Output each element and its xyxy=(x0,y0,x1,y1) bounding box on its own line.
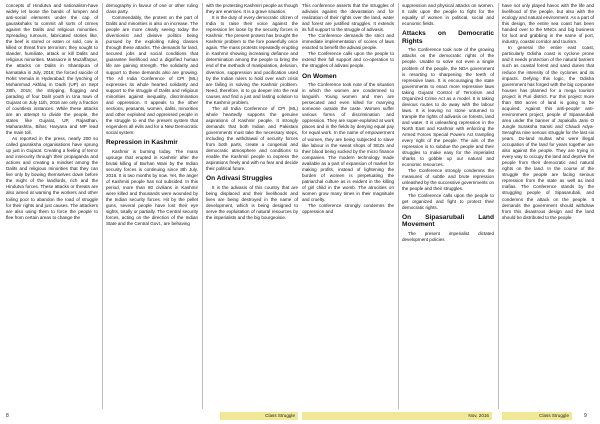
paragraph: Kashmir is burning today. The mass upsurge that erupted in Kashmir after the brutal killing of Burhan Wani by the Indian security forces is continuing since 8th July, 2016. It is two months by now. Yet, the anger of Kashmiri people has not subsided. In this period, more than 80 civilians in Kashmir were killed and thousands were wounded by the Indian security forces. Hit by the pellet guns, several people have lost their eye sights, totally or partially. The Central security forces, acting on the direction of the Indian State and the Central Govt., are behaving xyxy=(106,148,198,227)
page-number: 8 xyxy=(6,413,9,419)
right-page xyxy=(300,0,600,424)
paragraph: The all India Conference of CPI (ML) whole heartedly supports the genuine aspirations of Kashmir people. It strongly demands that both Indian and Pakistani governments must take the necessary steps, including the withdrawal of security forces from both parts, create a congenial and democratic atmosphere and conditions to enable the Kashmiri people to express the aspirations freely and with no fear and decide their political future. xyxy=(206,105,298,172)
footer-bar xyxy=(502,412,572,420)
paragraph: concepts of Hindutva and nationalism-have widely let loose the bands of lumpen and anti-social elements under the cap of gaurakshaks to commit all sorts of crimes against the Dalits and religious minorities. Spreading rumours, fabricated stories like, the beef is stored or eaten or sold, cow is killed or threat from terrorism; they sought to slander, humiliate, attack or kill Dalits and religious minorities. Massacre in Muzaffarpur, the attacks on Dalits in Shantipura of karnataka in July, 2016; the forced suicide of Rohit Vemula in Hyderabad; the lynching of Mohammad Akhlaq in Dadri (UP) on Sept 28th, 2015; the stripping, flogging and parading of four Dalit youth in Una town of Gujarat on July 11th, 2016 are only a fraction of countless instances. While these attacks are an attempt to divide the people, the states like Gujarat, UP, Rajasthan, Maharashtra, Bihar, Haryana and MP lead the main toll. xyxy=(6,3,98,135)
footer-bar xyxy=(220,412,298,420)
paragraph: Commendably, the protest on the part of Dalits and minorities is also on increase. The people are more clearly seeing today the diversionist and divisive politics being pursued by the exploiting ruling classes through these attacks. The demands for land, secured jobs and social conditions that guarantee livelihood and a dignified human life are gaining strength. The solidarity and support to these demands also are growing. The All India Conference of CPI (ML) expresses its whole hearted solidarity and support to the struggle of Dalits and religious minorities against inequality, discrimination and oppression. It appeals to the other sections, peasants, women, dalits, minorities and other exploited and oppressed people in the struggle to end the present system that engenders all evils and for a New Democratic social system. xyxy=(106,15,198,135)
section-heading: Repression in Kashmir xyxy=(106,139,178,147)
footer-publication: Class Struggle xyxy=(265,413,295,418)
paragraph: The Conference strongly condemns the measures of subtle and brute repression unleashed by the successive governments on the people and their struggles. xyxy=(402,168,494,192)
paragraph: The conference strongly condemns the oppression and xyxy=(302,203,394,215)
paragraph: In general the entire east coast, particularly Odisha coast is cyclone prone and it needs protection of the natural barriers such as coastal forest and sand dunes that reduce the intensity of the cyclones and its impacts. Defying this logic, the Odisha government has forged with the big corporate houses has planned for a mega tourism project in Puri district. For this project more than 550 acres of land is going to be acquired. Against this anti-people' anti-environment project, people of Sipasarubali area under the banner of Jopakulla Jami O Jungle Suraksha Samiti and Chaudi Adya-Seraghra nine serious struggle for the last six years. Do-land multas who were illegal occupation of the land for years together are also against the people. They are trying in every way to occupy the land and deprive the people from their democratic and natural rights on the land. In the course of the struggle the people are facing serious repression from the state as well as land mafias. The Conference stands by the struggling people of Sipasarubali, and condemns the attack on the people. It demands the government should withdraw from this disastrous design and the land should be distributed to the people xyxy=(502,45,594,220)
left-column-1 xyxy=(6,3,98,409)
right-column-1 xyxy=(302,3,394,409)
column-divider xyxy=(202,3,203,409)
section-heading: On Sipasarubali Land Movement xyxy=(402,213,494,229)
left-column-3 xyxy=(206,3,298,409)
column-divider xyxy=(398,3,399,409)
paragraph: This conference asserts that the struggles of adivasis against the devastation and for realization of their rights over the land, water and forest are justified struggles. It extends its full support to the struggle of adivasis. xyxy=(302,3,394,33)
paragraph: The present imperialist dictated development policies xyxy=(402,230,494,242)
section-heading: Attacks on Democratic Rights xyxy=(402,30,494,45)
paragraph: The Conference calls upon the people to extend their full support and co-operation to the struggles of adivasi people. xyxy=(302,51,394,69)
paragraph: demography in favour of one or other ruling class party. xyxy=(106,3,198,15)
right-column-3 xyxy=(502,3,594,409)
section-heading: On Adivasi Struggles xyxy=(206,175,273,183)
right-column-2 xyxy=(402,3,494,409)
footer-bar xyxy=(302,412,492,420)
paragraph: with the protesting Kashmiri people as though they are enemies. It is a grave situation. xyxy=(206,3,298,15)
column-divider xyxy=(498,3,499,409)
paragraph: It is the duty of every democratic citizen of India to raise their voice against the repression let loose by the security forces in Kashmir. The present protest has brought the Kashmir problem to the fore powerfully once again. The mass protests repeatedly erupting in Kashmir showing increasing defiance and determination among the people to bring the end of the methods of manipulation, delusion, diversion, suppression and pacification used by the Indian rulers to hold over each crisis are failing in solving the Kashmir problem. Need, therefore, is to go deeper into the real causes and find a just and lasting solution to the Kashmir problem. xyxy=(206,15,298,105)
page-number: 9 xyxy=(584,413,587,419)
paragraph: The Conference calls upon the people to get organized and fight to protect their democratic rights. xyxy=(402,192,494,210)
footer-publication: Class Struggle xyxy=(539,413,569,418)
paragraph: It is the adivasis of this country that are being displaced and their livelihoods and lives are being destroyed in the name of development, which is being designed to serve the exploitation of natural resources by the imperialists and the big bourgeoisie. xyxy=(206,184,298,221)
paragraph: suppression and physical attacks on women. It calls upon the people to fight for the equality of women in political, social and economic fields. xyxy=(402,3,494,27)
paragraph: have not only played havoc with the life and livelihood of the people, but also with the ecology and natural environment. As a part of this design, the entire sea coast has been handed over to the MNCs and big business for loot and grabbing in the name of port, industry, coastal corridor and tourism. xyxy=(502,3,594,45)
section-heading: On Women xyxy=(302,72,337,80)
column-divider xyxy=(102,3,103,409)
paragraph: The Conference demands the strict and immediate implementation of scores of laws enacted to benefit the adivasi people. xyxy=(302,33,394,51)
paragraph: The Conference took note of the situation in which the women are condemned to languish. Young women and men are persecuted and even killed for marrying someone outside the caste. Women suffer various forms of discrimination and oppression. They are super-exploited at work places and in the fields by denying equal pay for equal work. In the name of empowerment of women, they are being subjected to slave like labour in the sweat shops of SEZs and their blood being sucked by the micro finance companies. The modern technology made available as a part of expansion of market for making profits, instead of lightening the burden of women is perpetuating the patriarchal culture as is evident in the killing of girl child in the womb. The atrocities on women grow many times in their magnitude and cruelty. xyxy=(302,82,394,202)
left-column-2 xyxy=(106,3,198,409)
footer-date: Nov, 2016 xyxy=(468,413,489,418)
paragraph: As reported in the press, nearly 200 so called gauraksha organisations have sprung up just in Gujarat. Creating a feeling of terror and insecurity through their propaganda and actions and creating a mindset among the Dalits and religious minorities that they can live only by bowing themselves down before the might of the landlords, rich and the Hindutva forces. These attacks or threats are also aimed at warning the workers and other toiling poor to abandon the road of struggle for their rights and just causes. The attackers are also using them to force the people to flee from certain areas to change the xyxy=(6,136,98,220)
paragraph: The Conference took note of the growing attacks on the democratic rights of the people. Unable to solve not even a single problem of the people, the NDA government is resorting to sharpening the teeth of repressive laws. It is encouraging the state governments to enact more repressive laws taking Gujarat Control of Terrorism and Organized Crime Act as a model. It is taking devious routes to do away with the labour laws. It is leaving no stone unturned to trample the rights of adivasis on forests, land and water. It is unleashing repression in the North East and Kashmir with enforcing the Armed Forces Special Powers Act trampling every right of the people. The aim of the repression is to subdue the people and their struggles to make easy for the imperialist sharks to gobble up our natural and economic resources. xyxy=(402,47,494,168)
